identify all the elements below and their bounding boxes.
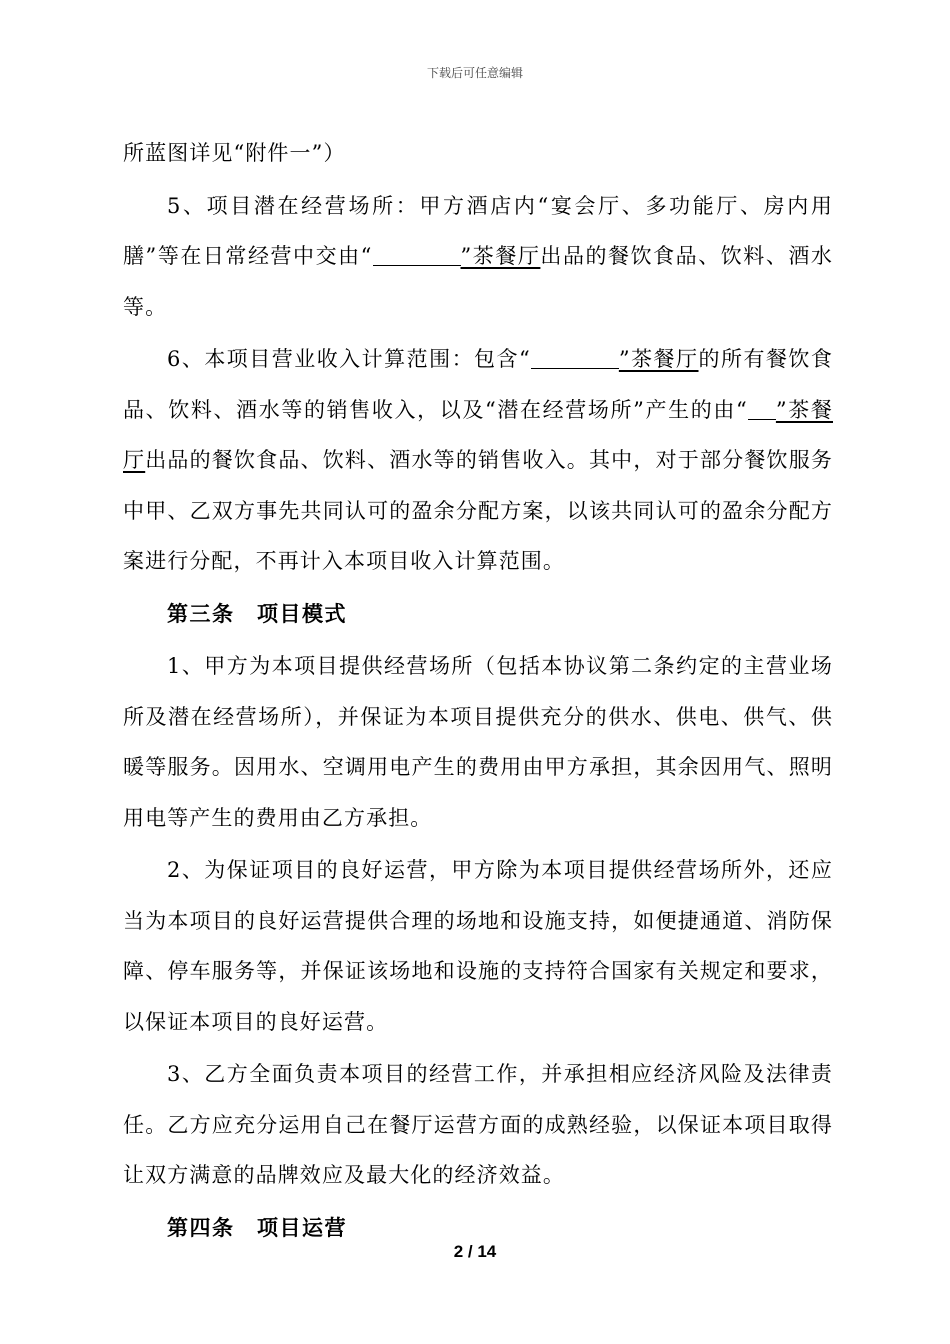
- item-6-text-a: 6、本项目营业收入计算范围：包含“: [167, 347, 531, 371]
- paragraph-item-6: [123, 334, 833, 587]
- paragraph-3-1: 1、甲方为本项目提供经营场所（包括本协议第二条约定的主营业场所及潜在经营场所），并保证为本项目提供充分的供水、供电、供气、供暖等服务。因用水、空调用电产生的费用由甲方承担，其余因用气、照明用电等产生的费用由乙方承担。: [123, 654, 833, 830]
- page-header: 下载后可任意编辑: [426, 66, 523, 80]
- paragraph-3-2: 2、为保证项目的良好运营，甲方除为本项目提供经营场所外，还应当为本项目的良好运营提供合理的场地和设施支持，如便捷通道、消防保障、停车服务等，并保证该场地和设施的支持符合国家有关规定和要求，以保证本项目的良好运营。: [123, 858, 833, 1034]
- paragraph-item-5: [123, 181, 833, 333]
- paragraph-3-3: 3、乙方全面负责本项目的经营工作，并承担相应经济风险及法律责任。乙方应充分运用自己在餐厅运营方面的成熟经验，以保证本项目取得让双方满意的品牌效应及最大化的经济效益。: [123, 1062, 833, 1187]
- restaurant-name-blank-2: ”茶餐厅: [531, 347, 699, 371]
- paragraph-continuation: 所蓝图详见“附件一”）: [123, 141, 346, 165]
- item-6-text-b: 的所有餐饮食品、饮料、酒水等的销售收入，以及“潜在经营场所”产生的由“: [123, 347, 834, 422]
- item-6-text-c: 出品的餐饮食品、饮料、酒水等的销售收入。其中，对于部分餐饮服务中甲、乙双方事先共同认可的盈余分配方案，以该共同认可的盈余分配方案进行分配，不再计入本项目收入计算范围。: [123, 448, 833, 573]
- item-5-text-a: 5、项目潜在经营场所：甲方酒店内“宴会厅、多功能厅、房内用膳”等在日常经营中交由“: [123, 193, 833, 268]
- item-5-text-b: 出品的餐饮食品、饮料、酒水等。: [123, 244, 833, 319]
- document-body: [123, 128, 833, 1253]
- restaurant-name-blank-1: ”茶餐厅: [373, 244, 541, 268]
- restaurant-name-blank-3: [748, 398, 776, 420]
- section-heading-article-3: 第三条 项目模式: [167, 601, 347, 626]
- restaurant-name-3: ”茶餐厅: [123, 397, 833, 472]
- page-number: 2 / 14: [453, 1242, 497, 1261]
- section-heading-article-4: 第四条 项目运营: [167, 1215, 347, 1240]
